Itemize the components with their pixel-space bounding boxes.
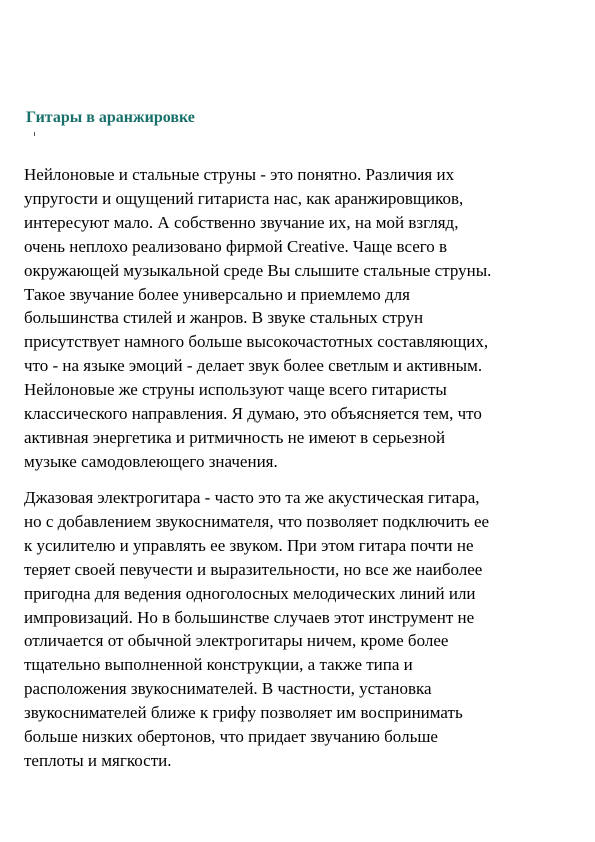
paragraph-line: очень неплохо реализовано фирмой Creative. Чаще всего в (24, 236, 448, 256)
paragraph-line: классического направления. Я думаю, это объясняется тем, что (24, 404, 482, 424)
paragraph-line: упругости и ощущений гитариста нас, как аранжировщиков, (24, 188, 464, 208)
paragraph-line: больше низких обертонов, что придает звучанию больше (24, 727, 438, 747)
paragraph-2 (24, 486, 576, 773)
paragraph-line: пригодна для ведения одноголосных мелодических линий или (24, 583, 476, 603)
paragraph-line: активная энергетика и ритмичность не имеют в серьезной (24, 427, 446, 447)
paragraph-line: к усилителю и управлять ее звуком. При этом гитара почти не (24, 535, 474, 555)
paragraph-line: Нейлоновые и стальные струны - это понятно. Различия их (24, 165, 455, 184)
paragraph-line: интересуют мало. А собственно звучание их, на мой взгляд, (24, 212, 459, 232)
text-cursor-mark (34, 132, 35, 136)
paragraph-line: присутствует намного больше высокочастотных составляющих, (24, 332, 489, 352)
paragraph-line: но с добавлением звукоснимателя, что позволяет подключить ее (24, 511, 490, 531)
paragraph-line: большинства стилей и жанров. В звуке стальных струн (24, 308, 424, 328)
paragraph-line: что - на языке эмоций - делает звук более светлым и активным. (24, 356, 483, 376)
paragraph-line: импровизаций. Но в большинстве случаев этот инструмент не (24, 607, 475, 627)
paragraph-line: Такое звучание более универсально и приемлемо для (24, 284, 410, 304)
paragraph-line: теряет своей певучести и выразительности, но все же наиболее (24, 559, 483, 579)
paragraph-line: тщательно выполненной конструкции, а также типа и (24, 655, 413, 675)
paragraph-line: Нейлоновые же струны используют чаще всего гитаристы (24, 380, 447, 400)
paragraph-line: окружающей музыкальной среде Вы слышите стальные струны. (24, 260, 492, 280)
paragraph-1 (24, 163, 576, 474)
paragraph-line: музыке самодовлеющего значения. (24, 451, 278, 471)
paragraph-line: теплоты и мягкости. (24, 750, 172, 770)
paragraph-line: звукоснимателей ближе к грифу позволяет им воспринимать (24, 703, 463, 723)
paragraph-line: расположения звукоснимателей. В частности, установка (24, 679, 432, 699)
paragraph-line: Джазовая электрогитара - часто это та же акустическая гитара, (24, 488, 480, 507)
section-heading: Гитары в аранжировке (26, 109, 195, 126)
paragraph-line: отличается от обычной электрогитары ничем, кроме более (24, 631, 449, 651)
